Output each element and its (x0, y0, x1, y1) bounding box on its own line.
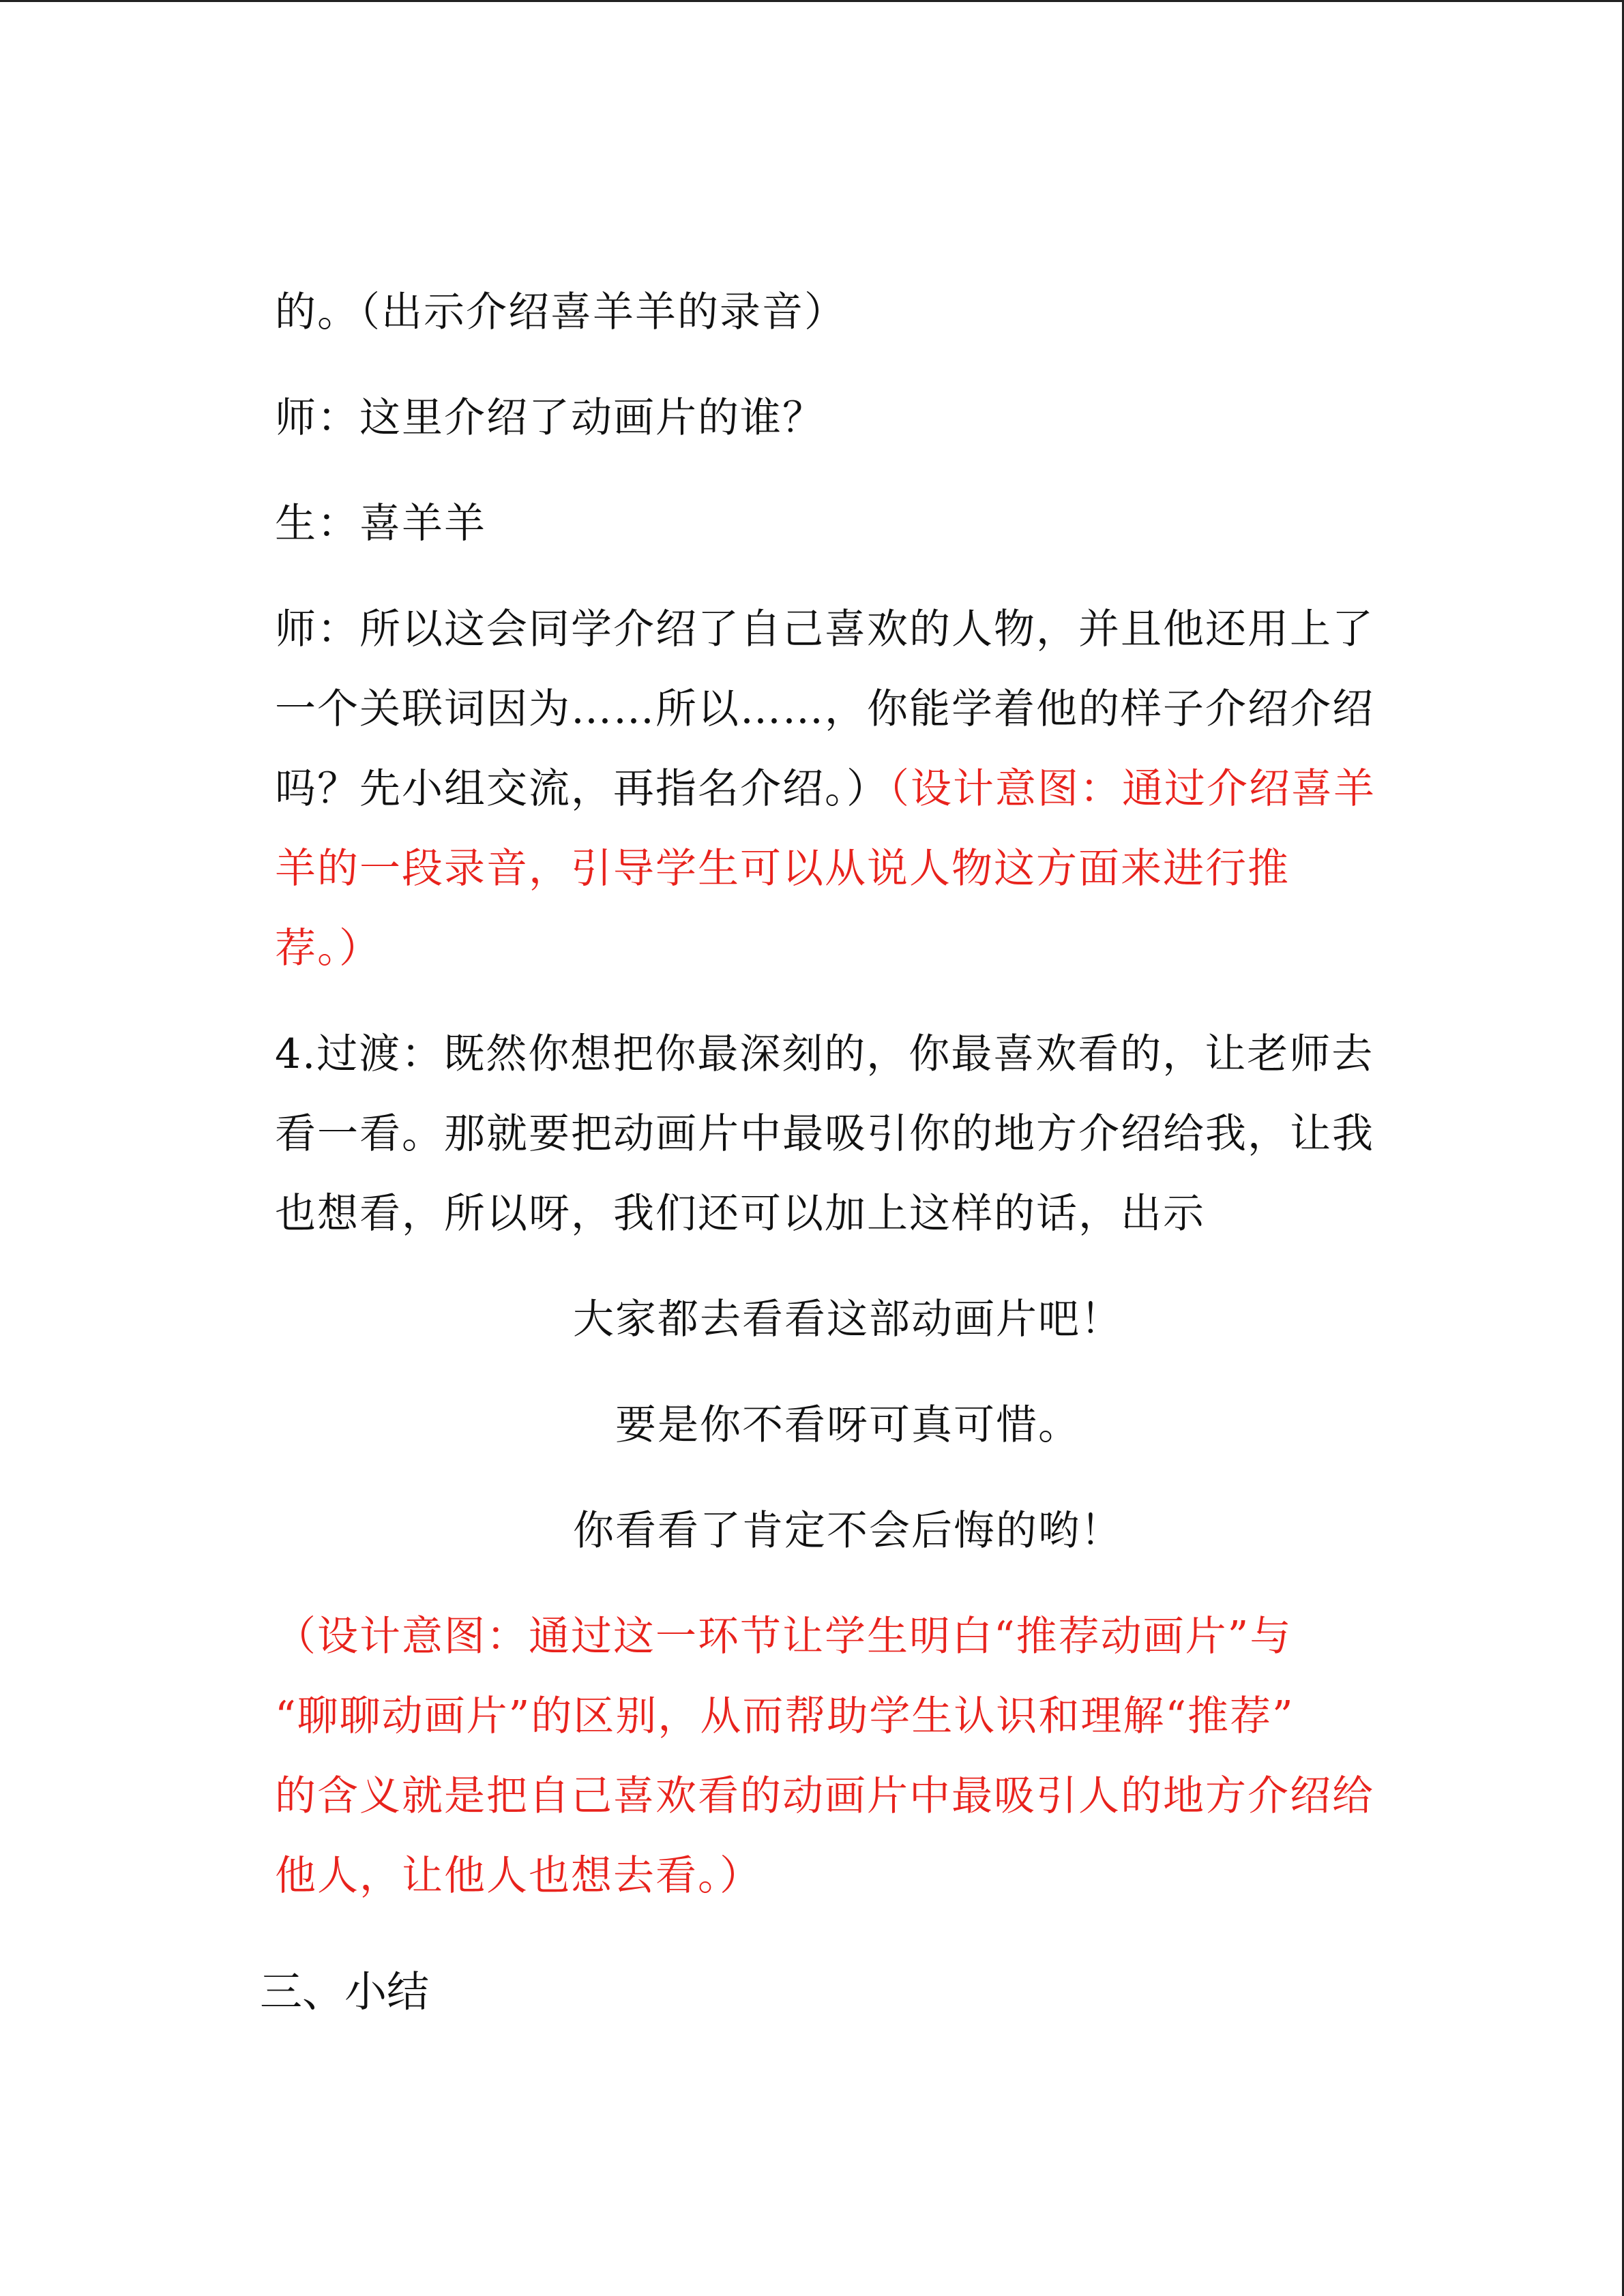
text-line: 他人，让他人也想去看。） (275, 1852, 762, 1900)
design-intent-text: （设计意图：通过介绍喜羊 (889, 765, 1376, 813)
paragraph-teacher-summary (275, 590, 1421, 989)
paragraph-recording-note (275, 273, 1421, 353)
centered-line (275, 1491, 1421, 1571)
design-intent-text: 荐。） (275, 925, 381, 972)
paragraph-student-answer (275, 484, 1421, 564)
centered-line (275, 1386, 1421, 1465)
text-line: “聊聊动画片”的区别，从而帮助学生认识和理解“推荐” (275, 1693, 1295, 1740)
text-line: 生：喜羊羊 (275, 500, 486, 548)
page-top-border (0, 0, 1624, 2)
design-intent-text: 羊的一段录音，引导学生可以从说人物这方面来进行推 (275, 845, 1290, 893)
text-line: 要是你不看呀可真可惜。 (615, 1401, 1080, 1449)
text-line: 的。（出示介绍喜羊羊的录音） (275, 288, 846, 336)
text-line: 看一看。那就要把动画片中最吸引你的地方介绍给我，让我 (275, 1110, 1374, 1158)
text-line: 也想看，所以呀，我们还可以加上这样的话，出示 (275, 1190, 1205, 1238)
paragraph-design-intent (275, 1597, 1421, 1916)
text-line: 师：这里介绍了动画片的谁？ (275, 394, 825, 442)
text-line: 4.过渡：既然你想把你最深刻的，你最喜欢看的，让老师去 (275, 1030, 1374, 1078)
heading-text: 三、小结 (260, 1967, 430, 2016)
text-line: 师：所以这会同学介绍了自己喜欢的人物，并且他还用上了 (275, 606, 1374, 653)
centered-line (275, 1280, 1421, 1360)
paragraph-teacher-question (275, 378, 1421, 458)
text-line: 你看看了肯定不会后悔的哟！ (573, 1507, 1123, 1555)
text-line: 大家都去看看这部动画片吧！ (573, 1296, 1123, 1343)
text-line: （设计意图：通过这一环节让学生明白“推荐动画片”与 (275, 1613, 1293, 1660)
document-page (260, 273, 1421, 2031)
paragraph-transition (275, 1015, 1421, 1254)
text-line: 的含义就是把自己喜欢看的动画片中最吸引人的地方介绍给 (275, 1772, 1374, 1820)
text-line: 吗？先小组交流，再指名介绍。） (275, 765, 889, 813)
text-line: 一个关联词因为……所以……，你能学着他的样子介绍介绍 (275, 685, 1374, 733)
section-heading (260, 1952, 1421, 2031)
